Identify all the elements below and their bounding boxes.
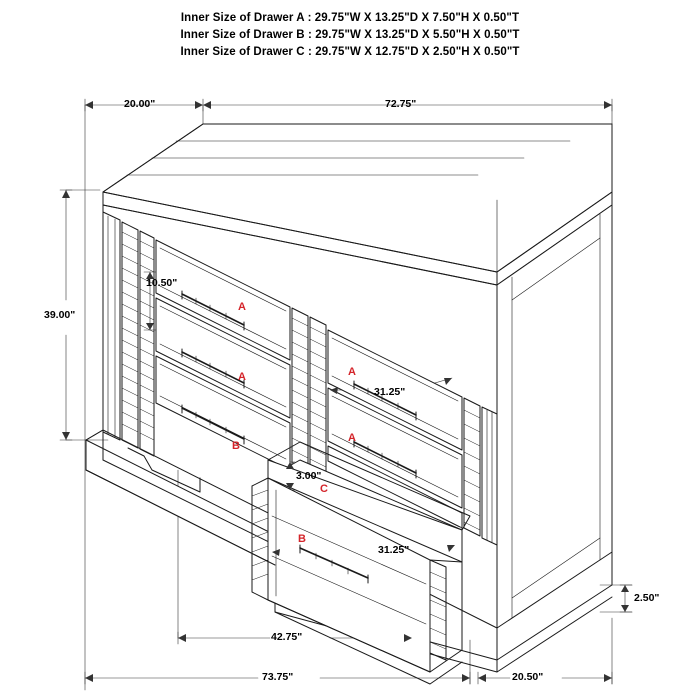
dim-width-top: 72.75"	[385, 98, 417, 110]
header-line-c: Inner Size of Drawer C : 29.75"W X 12.75"D X 2.50"H X 0.50"T	[180, 46, 520, 58]
dim-overall-width: 73.75"	[262, 671, 294, 683]
dim-depth-top: 20.00"	[124, 98, 156, 110]
dim-drawer-width-upper: 31.25"	[374, 386, 406, 398]
dim-overall-depth: 20.50"	[512, 671, 544, 683]
drawer-label-a-mid-left: A	[238, 371, 246, 383]
drawer-label-a-top-right: A	[348, 366, 356, 378]
drawer-label-b-bottom-left: B	[232, 440, 240, 452]
dim-base-height: 2.50"	[634, 592, 660, 604]
dim-drawer-width-lower: 31.25"	[378, 544, 410, 556]
dim-height-left: 39.00"	[44, 309, 76, 321]
dim-bottom-drawer-width: 42.75"	[271, 631, 303, 643]
header-line-b: Inner Size of Drawer B : 29.75"W X 13.25"D X 5.50"H X 0.50"T	[180, 29, 520, 41]
drawer-label-a-top-left: A	[238, 301, 246, 313]
drawer-label-a-bottom-right: A	[348, 432, 356, 444]
dim-drawer-face-height: 10.50"	[146, 277, 178, 289]
header-line-a: Inner Size of Drawer A : 29.75"W X 13.25"D X 7.50"H X 0.50"T	[180, 12, 520, 24]
dim-drawer-gap: 3.00"	[296, 470, 322, 482]
drawer-label-b-bottom-center: B	[298, 533, 306, 545]
drawer-label-c-small: C	[320, 483, 328, 495]
